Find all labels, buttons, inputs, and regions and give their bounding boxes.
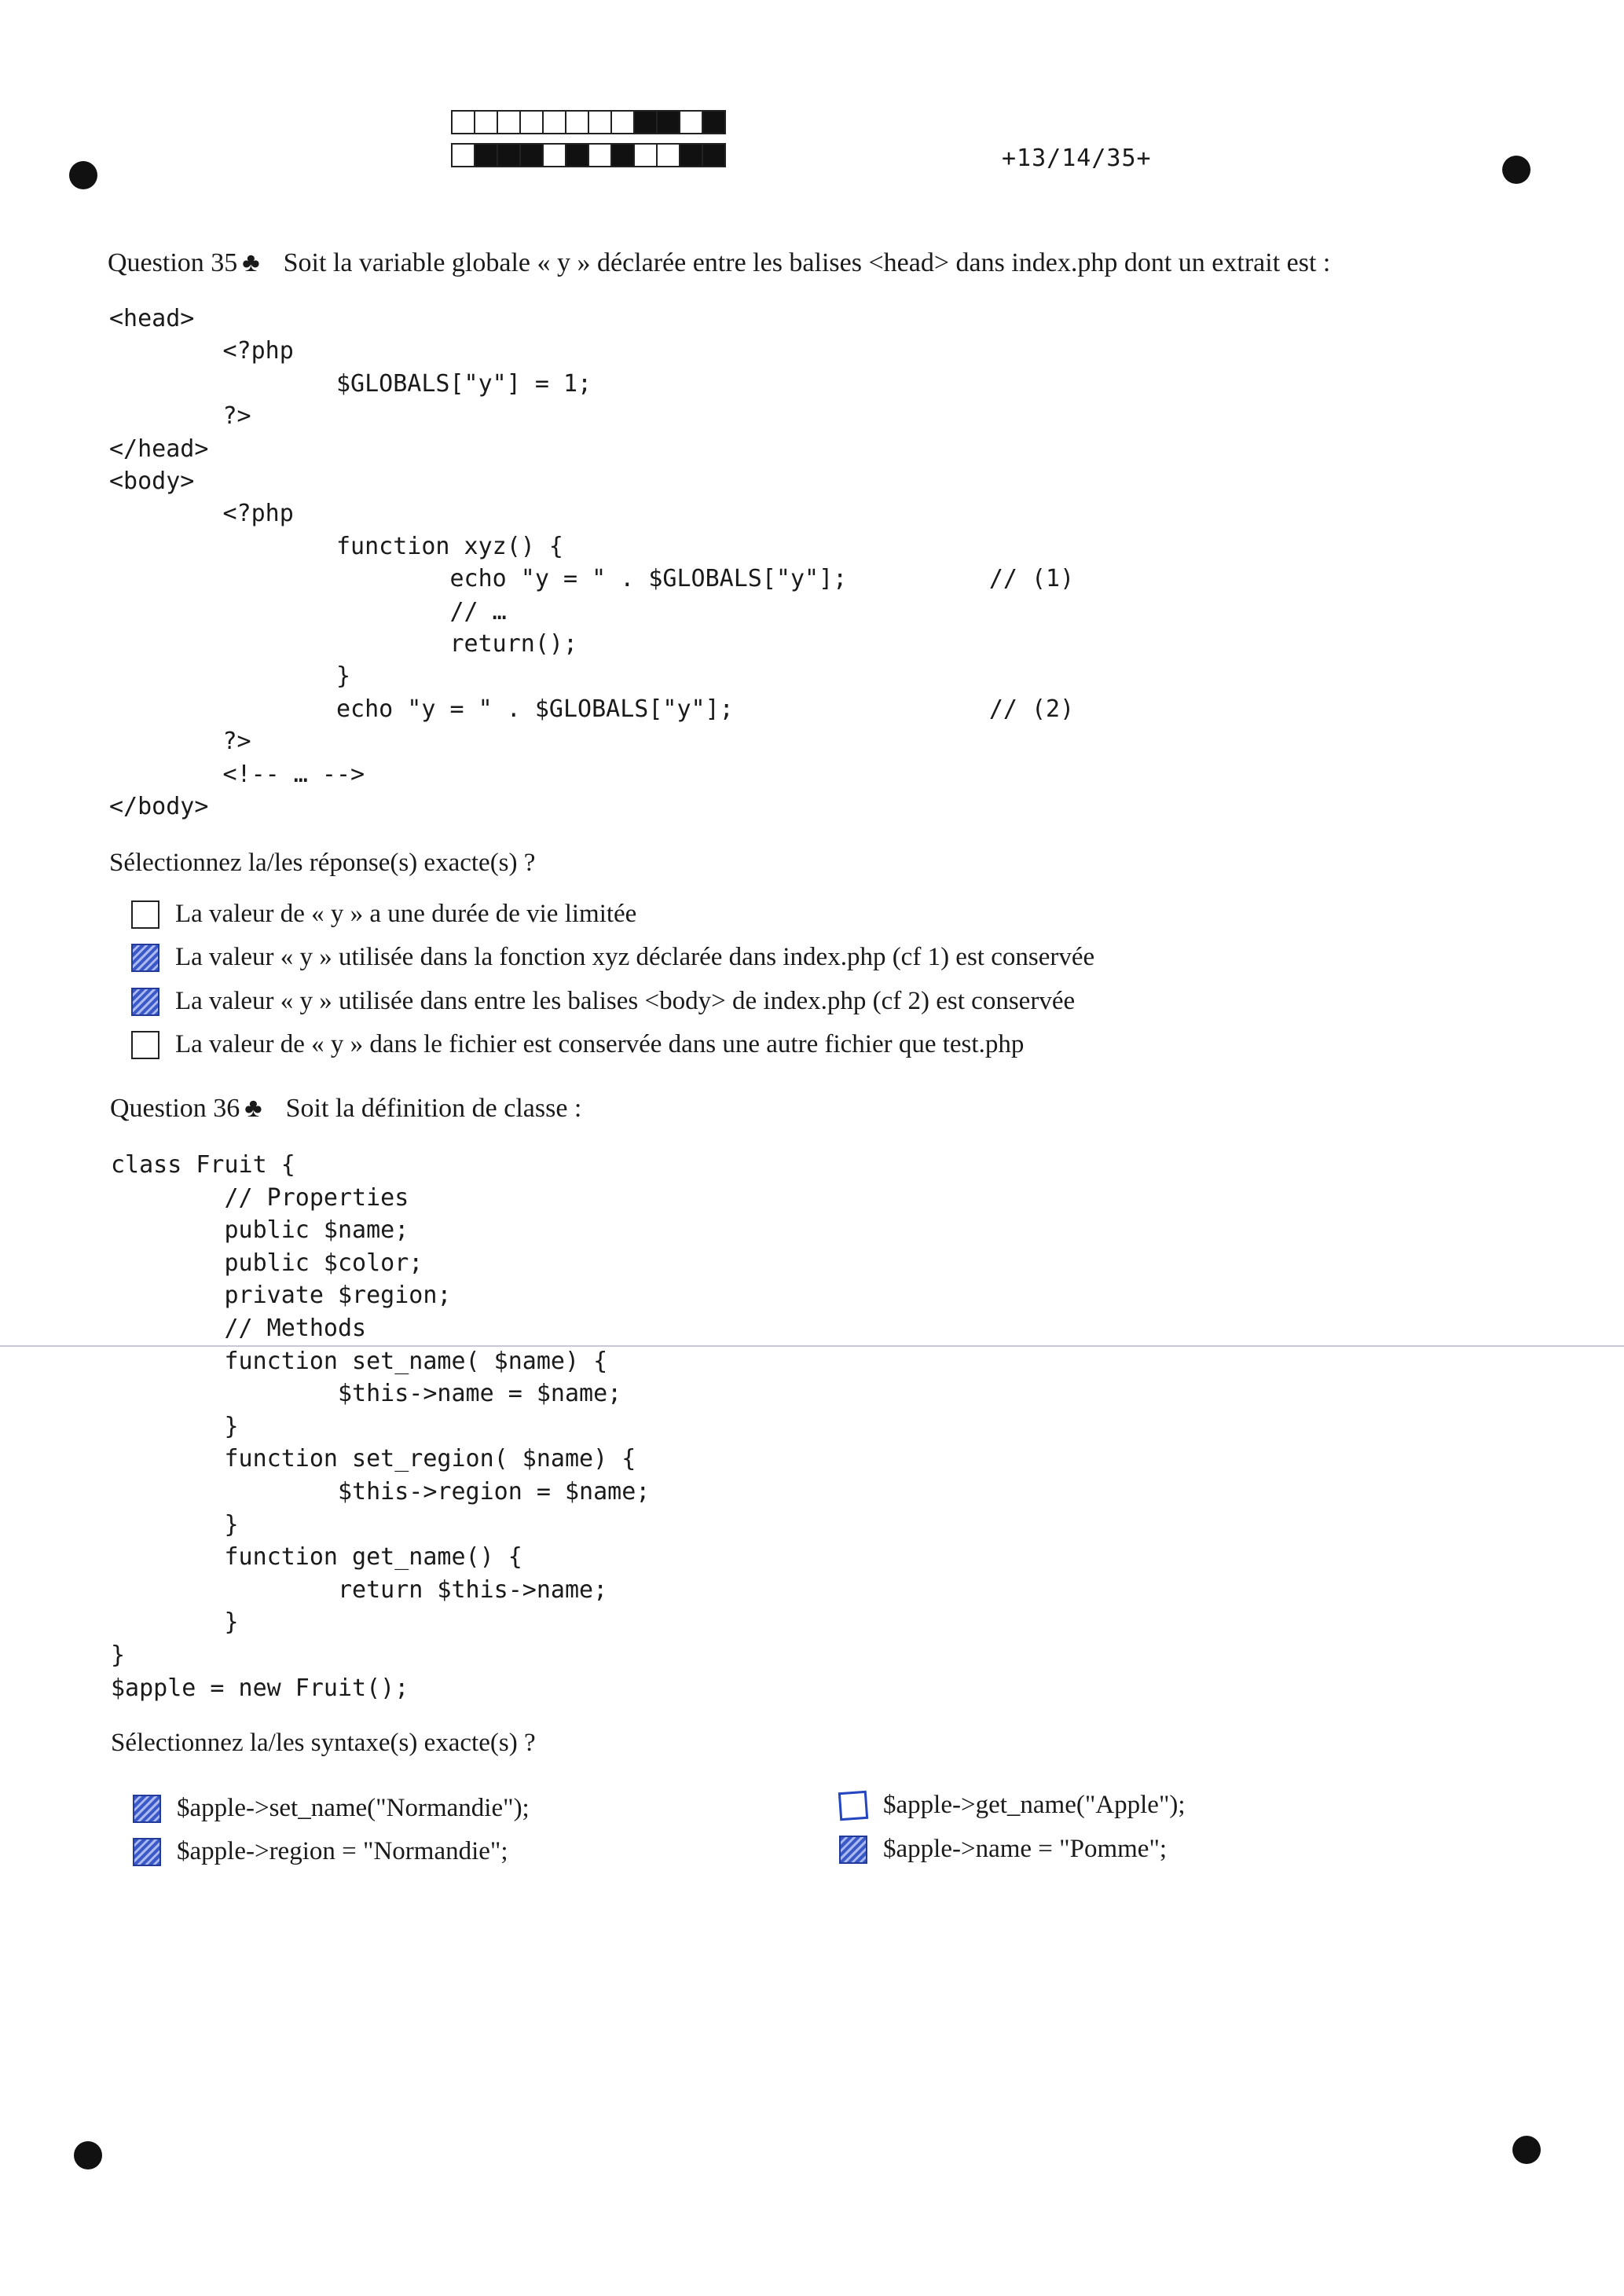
question-title: Question 36 bbox=[110, 1094, 240, 1123]
code-line: ?> bbox=[109, 402, 251, 431]
code-line: // Properties bbox=[111, 1183, 409, 1212]
question-36-prompt: Sélectionnez la/les syntaxe(s) exacte(s) ? bbox=[111, 1729, 536, 1757]
code-line: echo "y = " . $GLOBALS["y"]; // (1) bbox=[109, 565, 1075, 593]
code-line: </head> bbox=[109, 435, 209, 463]
code-line: function set_name( $name) { bbox=[111, 1347, 608, 1375]
club-icon: ♣ bbox=[244, 1094, 262, 1123]
answer-label: La valeur de « y » a une durée de vie limitée bbox=[175, 900, 637, 928]
answer-option[interactable] bbox=[839, 1791, 1186, 1820]
question-35-prompt: Sélectionnez la/les réponse(s) exacte(s) ? bbox=[109, 849, 536, 877]
code-line: <!-- … --> bbox=[109, 760, 365, 788]
page-code: +13/14/35+ bbox=[1002, 145, 1152, 172]
code-line: } bbox=[111, 1510, 239, 1539]
answer-label: $apple->get_name("Apple"); bbox=[883, 1791, 1186, 1819]
answer-label: $apple->set_name("Normandie"); bbox=[177, 1794, 530, 1822]
checkbox[interactable] bbox=[839, 1836, 867, 1864]
checkbox[interactable] bbox=[131, 988, 159, 1016]
code-line: function get_name() { bbox=[111, 1543, 522, 1572]
checkbox[interactable] bbox=[131, 944, 159, 972]
code-line: <body> bbox=[109, 468, 195, 495]
code-line: </body> bbox=[109, 793, 209, 820]
question-text: Soit la variable globale « y » déclarée entre les balises <head> dans index.php dont un extrait est : bbox=[283, 248, 1331, 277]
code-line: $GLOBALS["y"] = 1; bbox=[109, 369, 592, 398]
code-line: } bbox=[111, 1641, 126, 1669]
answer-option[interactable] bbox=[131, 987, 1075, 1016]
question-text: Soit la définition de classe : bbox=[285, 1094, 582, 1123]
code-line: } bbox=[111, 1412, 239, 1440]
registration-mark-bottom-right bbox=[1512, 2136, 1541, 2164]
code-line: $this->name = $name; bbox=[111, 1380, 622, 1408]
code-line: } bbox=[109, 662, 351, 691]
answer-option[interactable] bbox=[131, 943, 1094, 972]
answer-label: $apple->region = "Normandie"; bbox=[177, 1837, 508, 1865]
club-icon: ♣ bbox=[242, 248, 260, 277]
code-line: <head> bbox=[109, 305, 195, 332]
code-line: // … bbox=[109, 597, 507, 625]
scan-fold-line bbox=[0, 1345, 1624, 1347]
checkbox[interactable] bbox=[131, 900, 159, 929]
answer-option[interactable] bbox=[839, 1835, 1167, 1864]
code-line: $this->region = $name; bbox=[111, 1478, 651, 1506]
code-line: } bbox=[111, 1608, 239, 1637]
registration-mark-bottom-left bbox=[74, 2141, 102, 2169]
question-title: Question 35 bbox=[108, 248, 238, 277]
code-line: echo "y = " . $GLOBALS["y"]; // (2) bbox=[109, 695, 1075, 723]
checkbox[interactable] bbox=[133, 1795, 161, 1823]
checkbox[interactable] bbox=[133, 1838, 161, 1866]
checkbox[interactable] bbox=[131, 1031, 159, 1059]
code-line: // Methods bbox=[111, 1315, 367, 1342]
code-line: return $this->name; bbox=[111, 1575, 608, 1604]
code-line: $apple = new Fruit(); bbox=[111, 1674, 409, 1702]
question-35-header bbox=[108, 248, 1330, 278]
code-line: ?> bbox=[109, 728, 251, 756]
question-36-header bbox=[110, 1094, 581, 1124]
code-line: public $name; bbox=[111, 1216, 409, 1245]
answer-option[interactable] bbox=[131, 900, 636, 929]
code-line: class Fruit { bbox=[111, 1151, 295, 1179]
code-line: private $region; bbox=[111, 1282, 452, 1310]
answer-option[interactable] bbox=[133, 1794, 530, 1823]
barcode-row-2 bbox=[451, 143, 724, 167]
answer-label: La valeur « y » utilisée dans entre les balises <body> de index.php (cf 2) est conservée bbox=[175, 987, 1076, 1015]
code-line: function set_region( $name) { bbox=[111, 1445, 636, 1473]
code-line: return(); bbox=[109, 630, 578, 658]
code-line: function xyz() { bbox=[109, 532, 563, 560]
registration-mark-top-left bbox=[69, 161, 97, 189]
checkbox[interactable] bbox=[838, 1790, 868, 1820]
answer-option[interactable] bbox=[133, 1837, 508, 1866]
barcode-row-1 bbox=[451, 110, 724, 134]
answer-option[interactable] bbox=[131, 1030, 1024, 1059]
registration-mark-top-right bbox=[1502, 156, 1531, 184]
code-line: <?php bbox=[109, 500, 294, 528]
code-line: <?php bbox=[109, 337, 294, 365]
answer-label: La valeur « y » utilisée dans la fonction xyz déclarée dans index.php (cf 1) est conservée bbox=[175, 943, 1095, 971]
answer-label: La valeur de « y » dans le fichier est conservée dans une autre fichier que test.php bbox=[175, 1030, 1025, 1058]
code-line: public $color; bbox=[111, 1249, 423, 1277]
answer-label: $apple->name = "Pomme"; bbox=[883, 1835, 1168, 1863]
